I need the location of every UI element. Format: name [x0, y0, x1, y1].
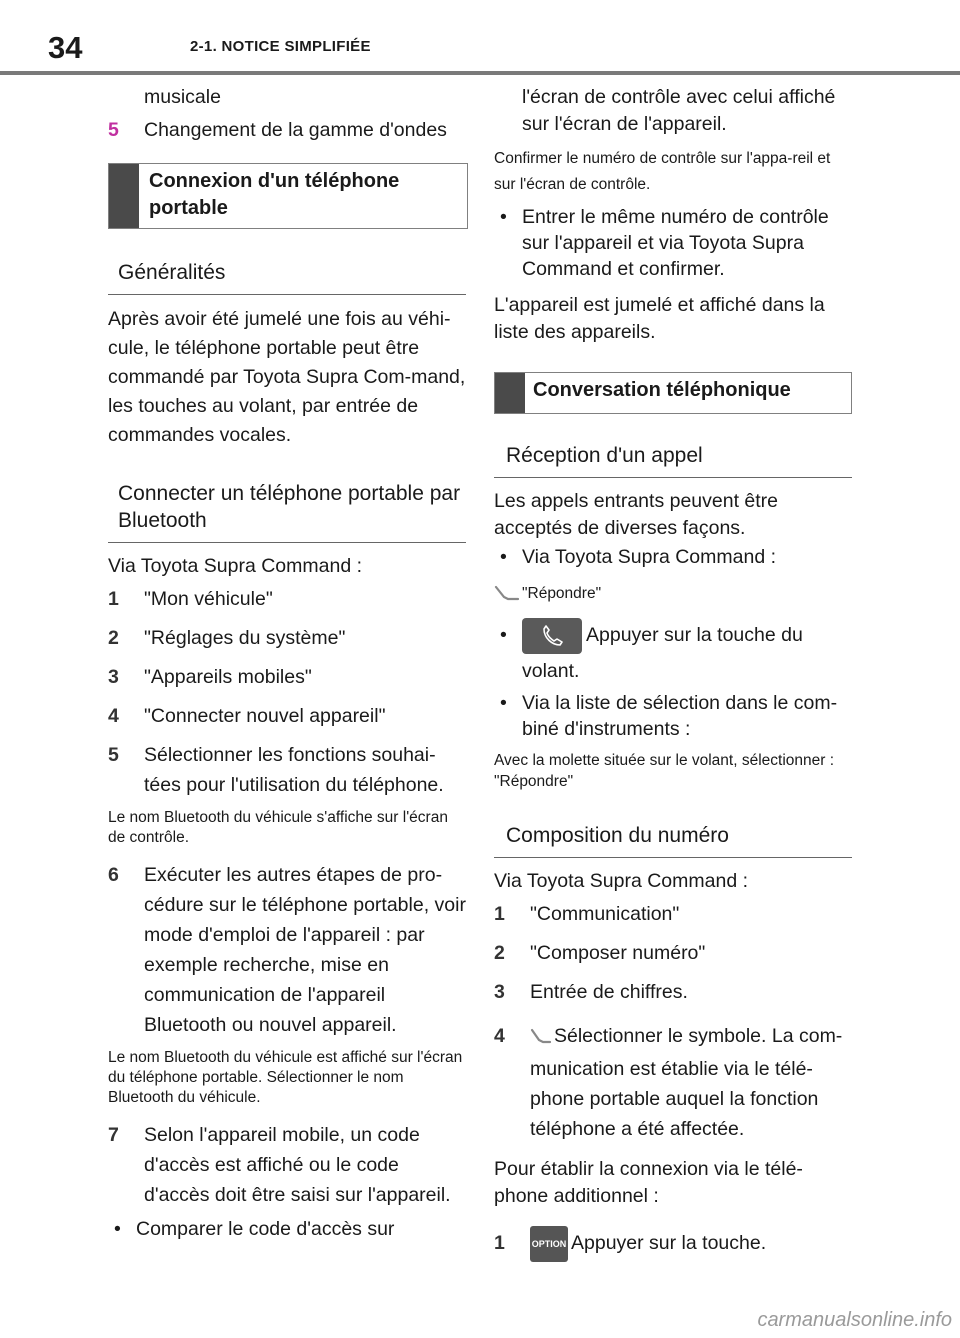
step-number: 3 [494, 981, 505, 1003]
section-title: 2-1. NOTICE SIMPLIFIÉE [190, 38, 371, 55]
bullet-dot: • [500, 624, 507, 646]
bullet-item [494, 204, 854, 282]
step-number: 1 [494, 903, 505, 925]
note-confirm: Confirmer le numéro de contrôle sur l'appa-reil et sur l'écran de contrôle. [494, 150, 831, 193]
phone-icon [530, 1024, 552, 1054]
steps-list [108, 584, 468, 800]
step-text: Selon l'appareil mobile, un code d'accès est affiché ou le code d'accès doit être saisi sur l'appareil. [144, 1124, 451, 1206]
bullet-text: Entrer le même numéro de contrôle sur l'appareil et via Toyota Supra Command et confirmer. [522, 206, 829, 280]
paragraph-general: Après avoir été jumelé une fois au véhi-cule, le téléphone portable peut être commandé par Toyota Supra Com-mand, les touches au volant, par entrée de commandes vocales. [108, 308, 466, 446]
option-button-icon: OPTION [530, 1226, 568, 1262]
heading-text: Connexion d'un téléphone portable [149, 170, 400, 219]
note-wheel: Avec la molette située sur le volant, sélectionner : "Répondre" [494, 752, 835, 790]
step-number: 6 [108, 864, 119, 886]
step-number: 5 [108, 119, 119, 141]
answer-line [494, 582, 854, 608]
step-item [108, 662, 468, 692]
heading-bluetooth: Connecter un téléphone portable par Bluetooth [108, 480, 466, 543]
step-text: "Mon véhicule" [144, 588, 273, 610]
step-text: "Appareils mobiles" [144, 666, 312, 688]
paragraph-paired: L'appareil est jumelé et affiché dans la liste des appareils. [494, 294, 825, 343]
step-item [108, 860, 468, 1040]
step-number: 3 [108, 666, 119, 688]
heading-conversation [494, 372, 852, 414]
step-number: 1 [108, 588, 119, 610]
heading-text: Conversation téléphonique [533, 379, 791, 401]
step-item [494, 1224, 854, 1262]
heading-generalites: Généralités [108, 259, 466, 295]
step-item [494, 938, 854, 968]
bullet-text: Via la liste de sélection dans le com-biné d'instruments : [522, 692, 838, 740]
heading-connexion [108, 163, 468, 229]
bullet-item [494, 544, 854, 570]
via-text: Via Toyota Supra Command : [108, 555, 363, 577]
bullet-item [108, 1216, 468, 1242]
continued-text: musicale [144, 86, 221, 108]
note-bluetooth-select: Le nom Bluetooth du véhicule est affiché sur l'écran du téléphone portable. Sélectionner le nom Bluetooth du véhicule. [108, 1049, 463, 1106]
bullet-dot: • [500, 206, 507, 228]
bullet-dot: • [114, 1218, 121, 1240]
bullet-item [494, 690, 854, 742]
step-text: Sélectionner les fonctions souhai-tées pour l'utilisation du téléphone. [144, 744, 444, 796]
bullet-text: Via Toyota Supra Command : [522, 546, 777, 568]
step-text: Entrée de chiffres. [530, 981, 688, 1003]
paragraph-additional: Pour établir la connexion via le télé-phone additionnel : [494, 1158, 803, 1207]
answer-label: "Répondre" [522, 585, 602, 602]
step-item [494, 977, 854, 1007]
heading-composition: Composition du numéro [494, 822, 852, 858]
step-number: 2 [108, 627, 119, 649]
step-number: 1 [494, 1232, 505, 1254]
step-number: 4 [494, 1025, 505, 1047]
step4-text: Sélectionner le symbole. La com-munication est établie via le télé-phone portable auquel la fonction téléphone a été affectée. [530, 1025, 843, 1140]
step-text: Changement de la gamme d'ondes [144, 119, 447, 141]
step-text: Exécuter les autres étapes de pro-cédure sur le téléphone portable, voir mode d'emploi de l'appareil : par exemple recherche, mise en communication de l'appareil Bluetooth ou nouvel appareil. [144, 864, 466, 1036]
step-item [494, 1021, 854, 1144]
step-number: 7 [108, 1124, 119, 1146]
step-text: "Composer numéro" [530, 942, 706, 964]
step-text: "Connecter nouvel appareil" [144, 705, 386, 727]
bullet-text: Comparer le code d'accès sur [136, 1218, 395, 1240]
page-number: 34 [48, 30, 83, 65]
heading-reception: Réception d'un appel [494, 442, 852, 478]
bullet-dot: • [500, 692, 507, 714]
phone-icon [494, 583, 520, 608]
step-text: "Réglages du système" [144, 627, 346, 649]
bullet-item [494, 618, 854, 688]
note-bluetooth-name: Le nom Bluetooth du véhicule s'affiche sur l'écran de contrôle. [108, 809, 448, 846]
step-item [108, 584, 468, 614]
heading-bar [109, 164, 139, 228]
step-number: 4 [108, 705, 119, 727]
step-text [530, 1021, 854, 1144]
step-item [108, 115, 468, 145]
bullet-text [522, 618, 854, 688]
heading-bar [495, 373, 525, 413]
step-item [108, 701, 468, 731]
bullet-press-text: Appuyer sur la touche du volant. [522, 624, 803, 682]
step-item [494, 899, 854, 929]
steps-list [494, 899, 854, 1007]
continued-text: l'écran de contrôle avec celui affiché sur l'écran de l'appareil. [522, 86, 836, 135]
press-key-text: Appuyer sur la touche. [571, 1232, 767, 1254]
paragraph-calls: Les appels entrants peuvent être acceptés de diverses façons. [494, 490, 779, 539]
step-text: "Communication" [530, 903, 680, 925]
right-column [494, 80, 854, 1262]
watermark: carmanualsonline.info [757, 1309, 952, 1331]
step-text [530, 1224, 854, 1262]
header-rule [0, 71, 960, 75]
step-item [108, 740, 468, 800]
page-header [0, 0, 960, 78]
left-column [108, 80, 468, 1242]
step-number: 2 [494, 942, 505, 964]
bullet-dot: • [500, 546, 507, 568]
step-item [108, 1120, 468, 1210]
via-text: Via Toyota Supra Command : [494, 870, 749, 892]
steering-phone-button-icon [522, 618, 582, 654]
step-number: 5 [108, 744, 119, 766]
step-item [108, 623, 468, 653]
